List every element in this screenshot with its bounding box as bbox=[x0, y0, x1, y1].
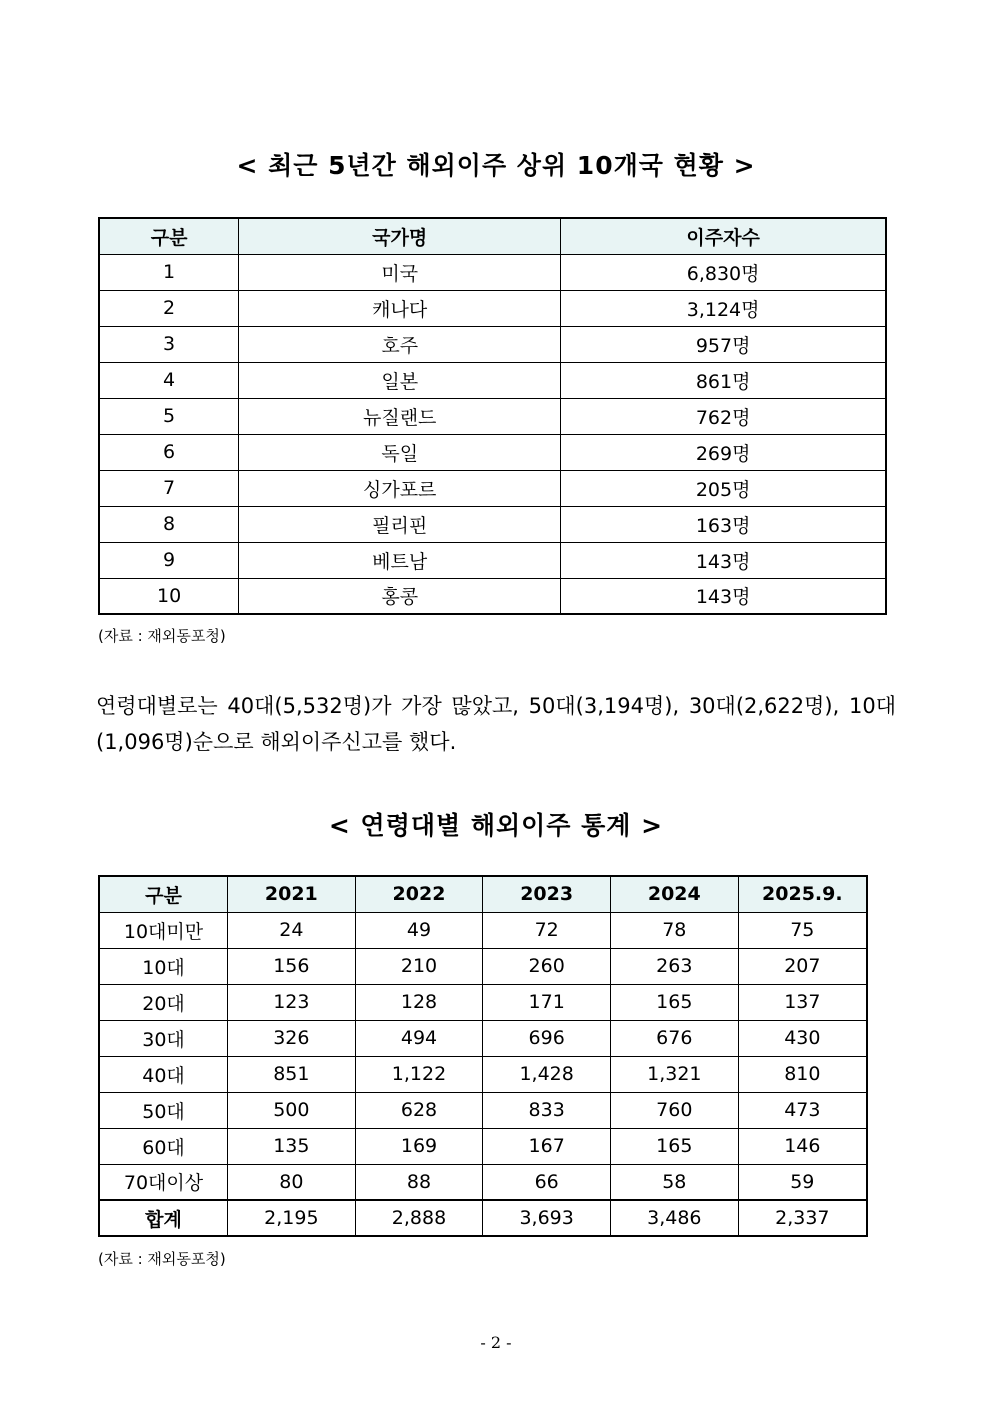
total-value: 2,337 bbox=[738, 1200, 867, 1236]
value-cell: 66 bbox=[483, 1164, 611, 1200]
total-value: 2,195 bbox=[228, 1200, 356, 1236]
table-row bbox=[99, 398, 886, 434]
table-row bbox=[99, 912, 867, 948]
table-header-row bbox=[99, 876, 867, 912]
count-cell: 163명 bbox=[561, 506, 886, 542]
total-value: 2,888 bbox=[355, 1200, 483, 1236]
value-cell: 137 bbox=[738, 984, 867, 1020]
age-cell: 10대 bbox=[99, 948, 228, 984]
value-cell: 171 bbox=[483, 984, 611, 1020]
country-cell: 독일 bbox=[239, 434, 561, 470]
rank-cell: 10 bbox=[99, 578, 239, 614]
value-cell: 128 bbox=[355, 984, 483, 1020]
table-row bbox=[99, 948, 867, 984]
value-cell: 156 bbox=[228, 948, 356, 984]
count-cell: 3,124명 bbox=[561, 290, 886, 326]
value-cell: 59 bbox=[738, 1164, 867, 1200]
value-cell: 260 bbox=[483, 948, 611, 984]
value-cell: 58 bbox=[610, 1164, 738, 1200]
value-cell: 326 bbox=[228, 1020, 356, 1056]
rank-cell: 1 bbox=[99, 254, 239, 290]
value-cell: 72 bbox=[483, 912, 611, 948]
header-year: 2024 bbox=[610, 876, 738, 912]
body-paragraph: 연령대별로는 40대(5,532명)가 가장 많았고, 50대(3,194명), 30대(2,622명), 10대(1,096명)순으로 해외이주신고를 했다. bbox=[96, 694, 896, 754]
age-cell: 50대 bbox=[99, 1092, 228, 1128]
country-cell: 뉴질랜드 bbox=[239, 398, 561, 434]
age-cell: 40대 bbox=[99, 1056, 228, 1092]
table-row bbox=[99, 984, 867, 1020]
header-year: 2025.9. bbox=[738, 876, 867, 912]
header-year: 2022 bbox=[355, 876, 483, 912]
table-row bbox=[99, 326, 886, 362]
table-row bbox=[99, 254, 886, 290]
count-cell: 269명 bbox=[561, 434, 886, 470]
age-group-table bbox=[98, 875, 868, 1237]
value-cell: 210 bbox=[355, 948, 483, 984]
table1-source: (자료 : 재외동포청) bbox=[98, 627, 226, 645]
table-row bbox=[99, 578, 886, 614]
header-country: 국가명 bbox=[239, 218, 561, 254]
table-row bbox=[99, 506, 886, 542]
count-cell: 861명 bbox=[561, 362, 886, 398]
value-cell: 146 bbox=[738, 1128, 867, 1164]
value-cell: 473 bbox=[738, 1092, 867, 1128]
table-row bbox=[99, 1092, 867, 1128]
rank-cell: 6 bbox=[99, 434, 239, 470]
count-cell: 205명 bbox=[561, 470, 886, 506]
header-category: 구분 bbox=[99, 876, 228, 912]
table-row bbox=[99, 542, 886, 578]
country-cell: 홍콩 bbox=[239, 578, 561, 614]
country-cell: 미국 bbox=[239, 254, 561, 290]
header-category: 구분 bbox=[99, 218, 239, 254]
rank-cell: 7 bbox=[99, 470, 239, 506]
country-cell: 캐나다 bbox=[239, 290, 561, 326]
count-cell: 143명 bbox=[561, 542, 886, 578]
table-row bbox=[99, 290, 886, 326]
value-cell: 88 bbox=[355, 1164, 483, 1200]
value-cell: 123 bbox=[228, 984, 356, 1020]
table-row bbox=[99, 1164, 867, 1200]
age-cell: 70대이상 bbox=[99, 1164, 228, 1200]
value-cell: 494 bbox=[355, 1020, 483, 1056]
value-cell: 75 bbox=[738, 912, 867, 948]
value-cell: 1,428 bbox=[483, 1056, 611, 1092]
value-cell: 135 bbox=[228, 1128, 356, 1164]
count-cell: 957명 bbox=[561, 326, 886, 362]
table2-source: (자료 : 재외동포청) bbox=[98, 1250, 226, 1268]
value-cell: 833 bbox=[483, 1092, 611, 1128]
total-value: 3,486 bbox=[610, 1200, 738, 1236]
rank-cell: 2 bbox=[99, 290, 239, 326]
rank-cell: 4 bbox=[99, 362, 239, 398]
table-row bbox=[99, 1128, 867, 1164]
value-cell: 169 bbox=[355, 1128, 483, 1164]
count-cell: 143명 bbox=[561, 578, 886, 614]
value-cell: 207 bbox=[738, 948, 867, 984]
country-cell: 호주 bbox=[239, 326, 561, 362]
value-cell: 1,122 bbox=[355, 1056, 483, 1092]
value-cell: 628 bbox=[355, 1092, 483, 1128]
header-emigrants: 이주자수 bbox=[561, 218, 886, 254]
count-cell: 762명 bbox=[561, 398, 886, 434]
header-year: 2023 bbox=[483, 876, 611, 912]
value-cell: 810 bbox=[738, 1056, 867, 1092]
country-cell: 베트남 bbox=[239, 542, 561, 578]
top10-countries-table bbox=[98, 217, 887, 615]
value-cell: 24 bbox=[228, 912, 356, 948]
total-value: 3,693 bbox=[483, 1200, 611, 1236]
total-row bbox=[99, 1200, 867, 1236]
value-cell: 80 bbox=[228, 1164, 356, 1200]
value-cell: 696 bbox=[483, 1020, 611, 1056]
value-cell: 263 bbox=[610, 948, 738, 984]
value-cell: 851 bbox=[228, 1056, 356, 1092]
page-number: - 2 - bbox=[480, 1333, 512, 1352]
table1-title: < 최근 5년간 해외이주 상위 10개국 현황 > bbox=[236, 151, 756, 180]
table-row bbox=[99, 1020, 867, 1056]
value-cell: 78 bbox=[610, 912, 738, 948]
value-cell: 760 bbox=[610, 1092, 738, 1128]
rank-cell: 9 bbox=[99, 542, 239, 578]
age-cell: 10대미만 bbox=[99, 912, 228, 948]
country-cell: 일본 bbox=[239, 362, 561, 398]
table2-title: < 연령대별 해외이주 통계 > bbox=[328, 811, 664, 840]
value-cell: 676 bbox=[610, 1020, 738, 1056]
count-cell: 6,830명 bbox=[561, 254, 886, 290]
age-cell: 60대 bbox=[99, 1128, 228, 1164]
rank-cell: 5 bbox=[99, 398, 239, 434]
value-cell: 167 bbox=[483, 1128, 611, 1164]
header-year: 2021 bbox=[228, 876, 356, 912]
table-header-row bbox=[99, 218, 886, 254]
age-cell: 20대 bbox=[99, 984, 228, 1020]
total-label: 합계 bbox=[99, 1200, 228, 1236]
table-row bbox=[99, 362, 886, 398]
value-cell: 165 bbox=[610, 984, 738, 1020]
country-cell: 싱가포르 bbox=[239, 470, 561, 506]
age-cell: 30대 bbox=[99, 1020, 228, 1056]
table-row bbox=[99, 1056, 867, 1092]
country-cell: 필리핀 bbox=[239, 506, 561, 542]
rank-cell: 8 bbox=[99, 506, 239, 542]
value-cell: 430 bbox=[738, 1020, 867, 1056]
rank-cell: 3 bbox=[99, 326, 239, 362]
table-row bbox=[99, 434, 886, 470]
table-row bbox=[99, 470, 886, 506]
value-cell: 500 bbox=[228, 1092, 356, 1128]
value-cell: 49 bbox=[355, 912, 483, 948]
value-cell: 1,321 bbox=[610, 1056, 738, 1092]
value-cell: 165 bbox=[610, 1128, 738, 1164]
